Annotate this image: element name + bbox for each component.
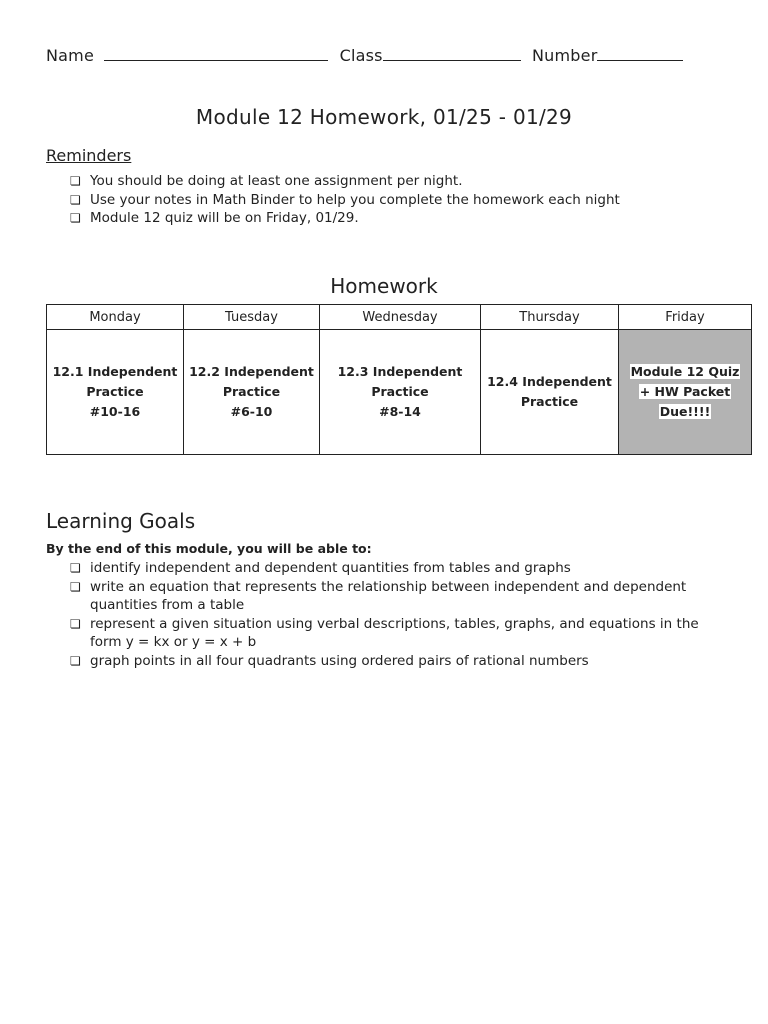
homework-table	[46, 304, 752, 455]
assignment-line: Practice	[520, 394, 579, 409]
thursday-assignment	[481, 330, 619, 455]
checkbox-icon: ❏	[70, 211, 81, 225]
list-item	[70, 559, 710, 578]
table-row	[47, 330, 752, 455]
learning-goals-list	[70, 559, 710, 670]
assignment-line: Practice	[222, 384, 281, 399]
assignment-line: #8-14	[379, 404, 421, 419]
assignment-line: 12.4 Independent	[487, 374, 612, 389]
name-blank[interactable]	[104, 46, 328, 61]
assignment-line: + HW Packet	[639, 384, 731, 399]
number-blank[interactable]	[597, 46, 683, 61]
student-info-line	[46, 46, 683, 65]
day-header: Friday	[619, 305, 752, 330]
checkbox-icon: ❏	[70, 653, 81, 668]
day-header: Wednesday	[320, 305, 481, 330]
number-label: Number	[532, 46, 598, 65]
learning-goals-heading: Learning Goals	[46, 509, 196, 533]
reminder-text: You should be doing at least one assignment per night.	[90, 173, 463, 189]
assignment-line: Module 12 Quiz	[630, 364, 740, 379]
checkbox-icon: ❏	[70, 616, 81, 631]
monday-assignment	[47, 330, 184, 455]
tuesday-assignment	[184, 330, 320, 455]
list-item	[70, 172, 620, 191]
homework-heading: Homework	[330, 274, 438, 298]
checkbox-icon: ❏	[70, 579, 81, 594]
goal-text: represent a given situation using verbal descriptions, tables, graphs, and equations in the form y = kx or y = x + b	[90, 615, 699, 650]
day-header: Tuesday	[184, 305, 320, 330]
assignment-line: #10-16	[89, 404, 141, 419]
table-header-row	[47, 305, 752, 330]
assignment-line: 12.1 Independent	[52, 364, 178, 379]
checkbox-icon: ❏	[70, 174, 81, 188]
list-item	[70, 578, 710, 615]
assignment-line: 12.2 Independent	[189, 364, 314, 379]
list-item	[70, 191, 620, 210]
list-item	[70, 209, 620, 228]
assignment-line: Due!!!!	[659, 404, 711, 419]
assignment-line: Practice	[86, 384, 144, 399]
checkbox-icon: ❏	[70, 561, 81, 575]
checkbox-icon: ❏	[70, 192, 81, 207]
class-blank[interactable]	[383, 46, 521, 61]
assignment-line: #6-10	[230, 404, 273, 419]
assignment-line: Practice	[371, 384, 429, 399]
goal-text: write an equation that represents the relationship between independent and dependent quantities from a table	[90, 578, 687, 613]
reminder-text: Module 12 quiz will be on Friday, 01/29.	[90, 210, 359, 226]
assignment-line: 12.3 Independent	[337, 364, 463, 379]
reminder-text: Use your notes in Math Binder to help you complete the homework each night	[90, 191, 620, 208]
day-header: Thursday	[481, 305, 619, 330]
wednesday-assignment	[320, 330, 481, 455]
class-label: Class	[339, 46, 383, 65]
learning-goals-intro: By the end of this module, you will be able to:	[46, 541, 372, 556]
page-title: Module 12 Homework, 01/25 - 01/29	[195, 105, 573, 129]
goal-text: identify independent and dependent quantities from tables and graphs	[90, 560, 571, 576]
reminders-heading: Reminders	[46, 146, 132, 165]
list-item	[70, 615, 710, 652]
list-item	[70, 652, 710, 671]
day-header: Monday	[47, 305, 184, 330]
friday-assignment	[619, 330, 752, 455]
name-label: Name	[46, 46, 95, 65]
reminders-list	[70, 172, 620, 228]
goal-text: graph points in all four quadrants using ordered pairs of rational numbers	[90, 652, 589, 669]
